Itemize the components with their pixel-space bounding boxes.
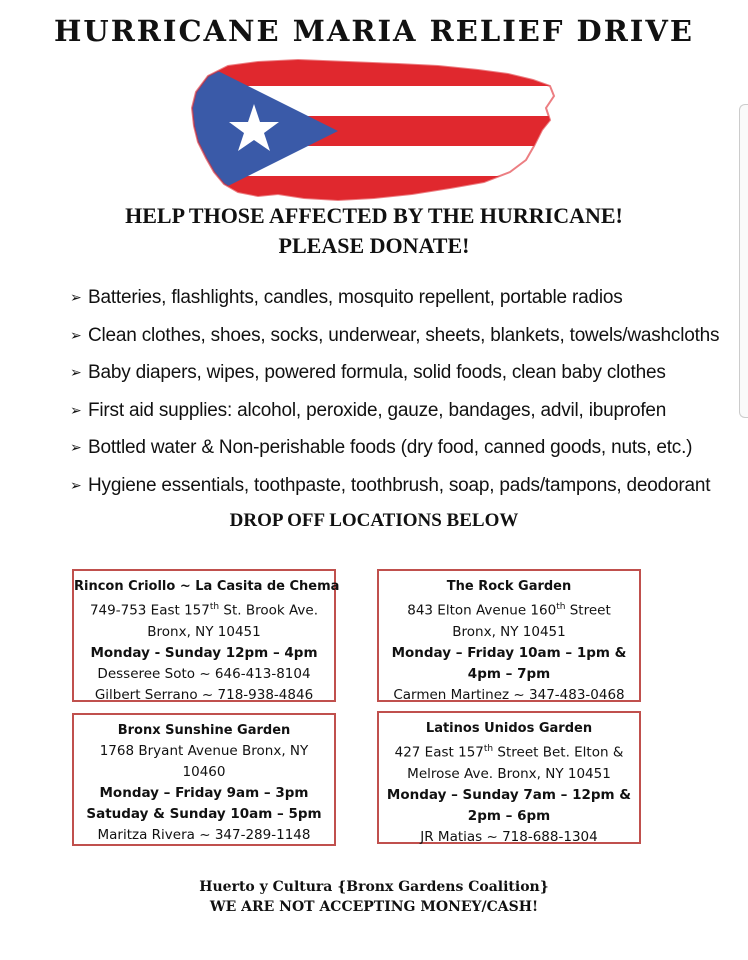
location-hours: 2pm – 6pm: [467, 807, 551, 824]
arrow-bullet-icon: ➢: [70, 326, 82, 343]
location-city: Bronx, NY 10451: [452, 623, 566, 640]
footer-line-2: WE ARE NOT ACCEPTING MONEY/CASH!: [209, 899, 539, 915]
location-name: Bronx Sunshine Garden: [117, 723, 291, 738]
list-item: ➢ Hygiene essentials, toothpaste, toothbrush, soap, pads/tampons, deodorant: [70, 470, 740, 508]
location-card-rock-garden: [377, 569, 641, 702]
flyer-title: HURRICANE MARIA RELIEF DRIVE: [54, 14, 694, 48]
location-city: Melrose Ave. Bronx, NY 10451: [407, 765, 611, 782]
location-card-bronx-sunshine: [72, 713, 336, 846]
arrow-bullet-icon: ➢: [70, 364, 82, 380]
footer-line-1: Huerto y Cultura {Bronx Gardens Coalition}: [199, 879, 549, 895]
location-card-latinos-unidos: [377, 711, 641, 844]
location-contact: Desseree Soto ~ 646-413-8104: [97, 665, 311, 682]
location-contact: Gilbert Serrano ~ 718-938-4846: [94, 686, 314, 703]
location-contact: Carmen Martinez ~ 347-483-0468: [393, 686, 625, 703]
location-address: 843 Elton Avenue 160th Street: [407, 602, 611, 619]
location-city: 10460: [182, 764, 226, 780]
list-item: ➢ First aid supplies: alcohol, peroxide, gauze, bandages, advil, ibuprofen: [70, 395, 740, 433]
location-hours: Monday – Sunday 7am – 12pm &: [386, 786, 632, 803]
arrow-bullet-icon: ➢: [70, 289, 82, 305]
arrow-bullet-icon: ➢: [70, 439, 82, 455]
arrow-bullet-icon: ➢: [70, 476, 82, 493]
location-hours: Monday – Friday 9am – 3pm: [99, 785, 309, 801]
location-address: 749-753 East 157th St. Brook Ave.: [89, 602, 319, 619]
location-city: Bronx, NY 10451: [147, 623, 261, 640]
location-hours: Monday – Friday 10am – 1pm &: [391, 644, 627, 661]
list-item: ➢ Bottled water & Non-perishable foods (dry food, canned goods, nuts, etc.): [70, 432, 740, 470]
location-contact: Maritza Rivera ~ 347-289-1148: [97, 827, 311, 843]
location-hours: 4pm – 7pm: [467, 665, 551, 682]
puerto-rico-flag-icon: [188, 56, 560, 206]
location-address: 427 East 157th Street Bet. Elton &: [394, 744, 624, 761]
location-name: Latinos Unidos Garden: [425, 721, 593, 736]
list-item: ➢ Batteries, flashlights, candles, mosquito repellent, portable radios: [70, 282, 740, 320]
location-hours: Satuday & Sunday 10am – 5pm: [86, 806, 322, 822]
dropoff-heading: DROP OFF LOCATIONS BELOW: [229, 510, 519, 531]
location-card-rincon-criollo: [72, 569, 340, 703]
headline-line-2: PLEASE DONATE!: [278, 233, 470, 258]
location-hours: Monday - Sunday 12pm – 4pm: [90, 644, 318, 661]
location-name: Rincon Criollo ~ La Casita de Chema: [74, 579, 340, 594]
edge-scroll-handle[interactable]: [739, 104, 748, 418]
donation-items-list: [70, 282, 740, 507]
list-item: ➢ Clean clothes, shoes, socks, underwear, sheets, blankets, towels/washcloths: [70, 320, 740, 358]
location-contact: JR Matias ~ 718-688-1304: [420, 828, 598, 845]
list-item: ➢ Baby diapers, wipes, powered formula, solid foods, clean baby clothes: [70, 357, 740, 395]
location-name: The Rock Garden: [446, 579, 572, 594]
location-address: 1768 Bryant Avenue Bronx, NY: [99, 743, 309, 759]
arrow-bullet-icon: ➢: [70, 401, 82, 418]
headline-line-1: HELP THOSE AFFECTED BY THE HURRICANE!: [125, 203, 623, 228]
puerto-rico-flag-map-image: [188, 56, 560, 206]
